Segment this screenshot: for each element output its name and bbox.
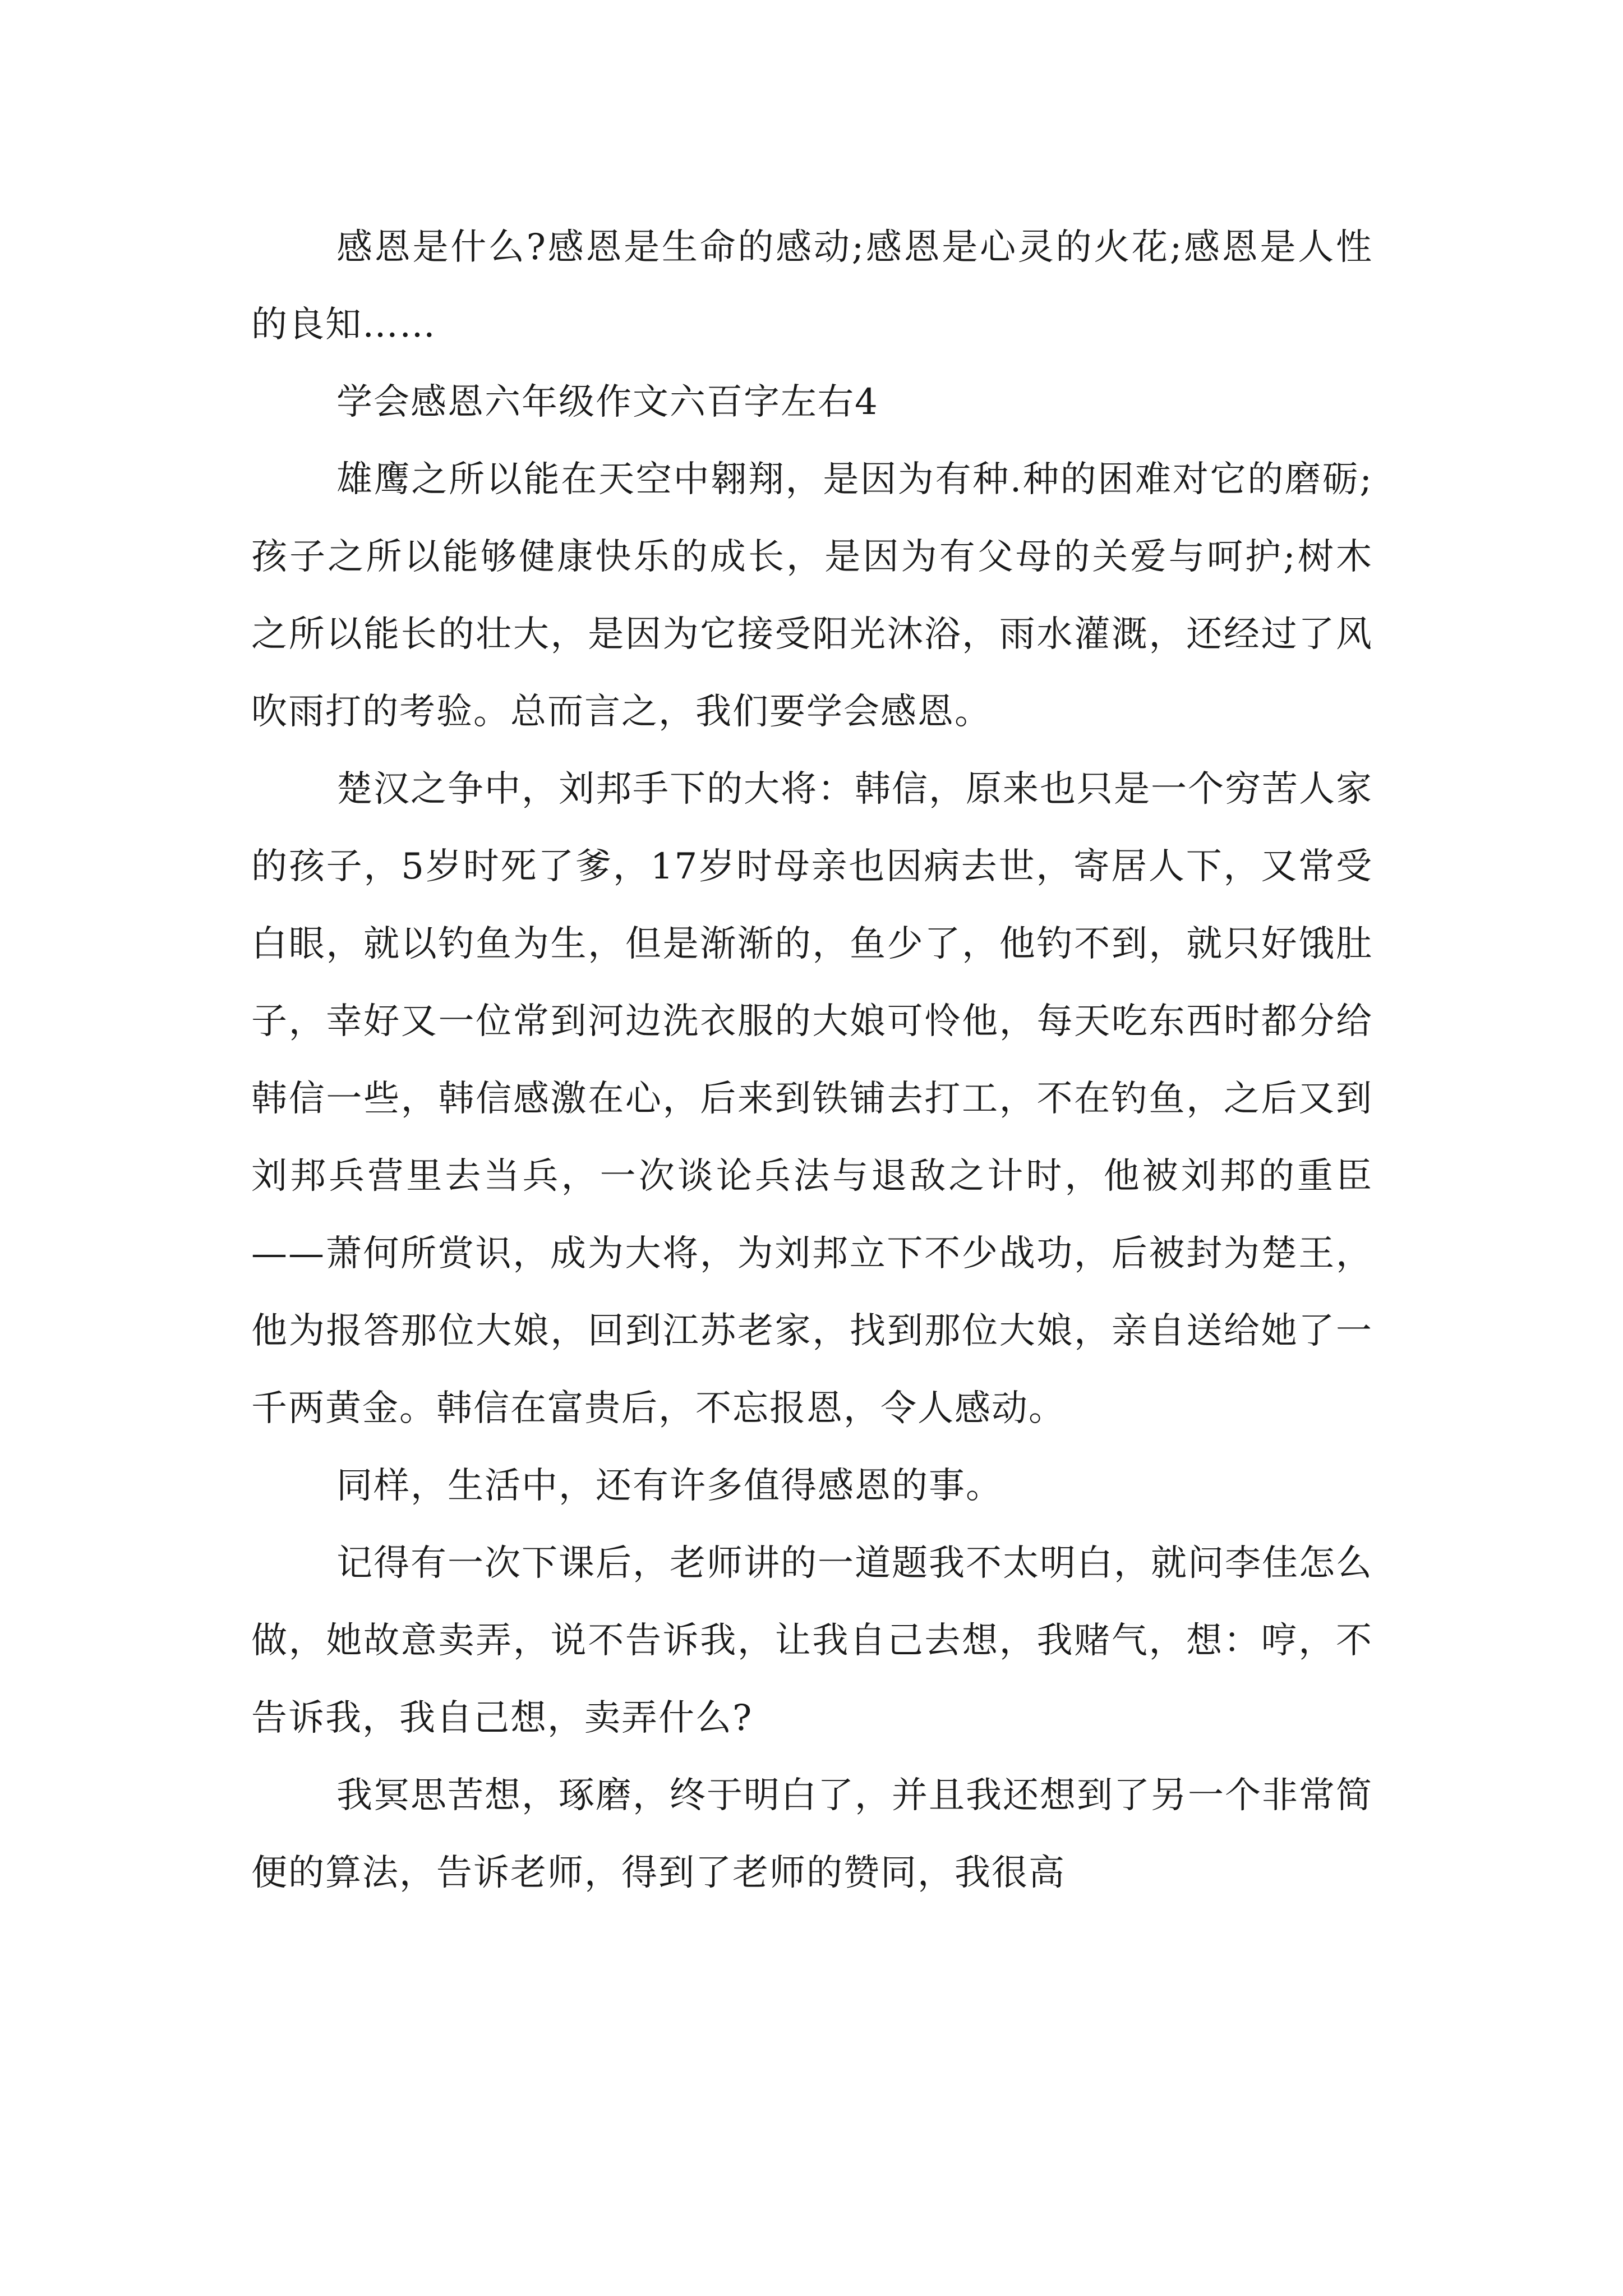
solution-paragraph: 我冥思苦想，琢磨，终于明白了，并且我还想到了另一个非常简便的算法，告诉老师，得到了老师的赞同，我很高 xyxy=(251,1775,1373,1894)
eagle-paragraph: 雄鹰之所以能在天空中翱翔，是因为有种.种的困难对它的磨砺;孩子之所以能够健康快乐的成长，是因为有父母的关爱与呵护;树木之所以能长的壮大，是因为它接受阳光沐浴，雨水灌溉，还经过了风吹雨打的考验。总而言之，我们要学会感恩。 xyxy=(251,459,1373,733)
essay-heading: 学会感恩六年级作文六百字左右4 xyxy=(336,381,879,423)
daily-life-paragraph: 同样，生活中，还有许多值得感恩的事。 xyxy=(336,1465,1003,1507)
intro-paragraph: 感恩是什么?感恩是生命的感动;感恩是心灵的火花;感恩是人性的良知…… xyxy=(251,227,1373,346)
han-xin-paragraph: 楚汉之争中，刘邦手下的大将：韩信，原来也只是一个穷苦人家的孩子，5岁时死了爹，17岁时母亲也因病去世，寄居人下，又常受白眼，就以钓鱼为生，但是渐渐的，鱼少了，他钓不到，就只好饿肚子，幸好又一位常到河边洗衣服的大娘可怜他，每天吃东西时都分给韩信一些，韩信感激在心，后来到铁铺去打工，不在钓鱼，之后又到刘邦兵营里去当兵，一次谈论兵法与退敌之计时，他被刘邦的重臣——萧何所赏识，成为大将，为刘邦立下不少战功，后被封为楚王，他为报答那位大娘，回到江苏老家，找到那位大娘，亲自送给她了一千两黄金。韩信在富贵后，不忘报恩，令人感动。 xyxy=(251,769,1373,1429)
classroom-paragraph: 记得有一次下课后，老师讲的一道题我不太明白，就问李佳怎么做，她故意卖弄，说不告诉我，让我自己去想，我赌气，想：哼，不告诉我，我自己想，卖弄什么? xyxy=(251,1543,1373,1739)
document-body xyxy=(251,209,1373,1912)
